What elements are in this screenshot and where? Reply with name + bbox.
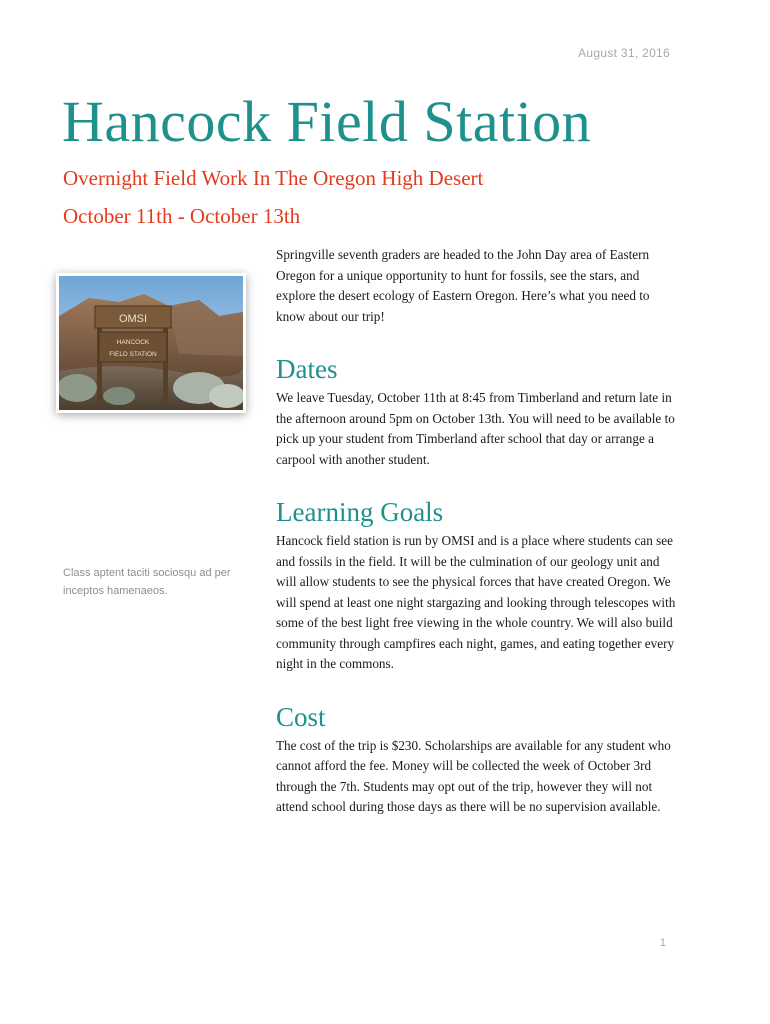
sign-text-omsi: OMSI	[118, 313, 148, 325]
section-body-cost: The cost of the trip is $230. Scholarships are available for any student who cannot afford the fee. Money will be collected the week of October 3rd through the 7th. Students may opt out of the trip, however they will not attend school during those days as there will be no supervision available.	[276, 737, 671, 814]
section-heading-dates: Dates	[276, 354, 338, 384]
section-body-learning-goals: Hancock field station is run by OMSI and is a place where students can see and fossils in the field. It will be the culmination of our geology unit and will allow students to see the physical forces that have created Oregon. We will spend at least one night stargazing and looking through telescopes with some of the best light free viewing in the whole country. We will also build community through campfires each night, games, and eating together every night in the commons.	[276, 533, 676, 671]
photo-icon	[59, 276, 243, 410]
document-date: August 31, 2016	[578, 46, 670, 60]
sign-text-hancock: HANCOCK	[116, 339, 150, 346]
article-body	[276, 245, 676, 818]
photo-caption: Class aptent taciti sociosqu ad per inceptos hamenaeos.	[63, 567, 231, 597]
trip-dates-line: October 11th - October 13th	[63, 204, 301, 228]
section-heading-learning-goals: Learning Goals	[276, 497, 444, 527]
sign-text-field-station: FIELD STATION	[109, 351, 157, 358]
field-station-photo	[56, 273, 246, 413]
intro-paragraph: Springville seventh graders are headed to the John Day area of Eastern Oregon for a unique opportunity to hunt for fossils, see the stars, and explore the desert ecology of Eastern Oregon. Here’s what you need to know about our trip!	[276, 247, 650, 324]
page-subtitle: Overnight Field Work In The Oregon High Desert	[63, 166, 484, 190]
section-body-dates: We leave Tuesday, October 11th at 8:45 from Timberland and return late in the afternoon around 5pm on October 13th. You will need to be available to pick up your student from Timberland after school that day or arrange a carpool with another student.	[276, 390, 675, 467]
page-number: 1	[659, 937, 666, 949]
section-heading-cost: Cost	[276, 701, 326, 732]
page-title: Hancock Field Station	[62, 89, 592, 154]
